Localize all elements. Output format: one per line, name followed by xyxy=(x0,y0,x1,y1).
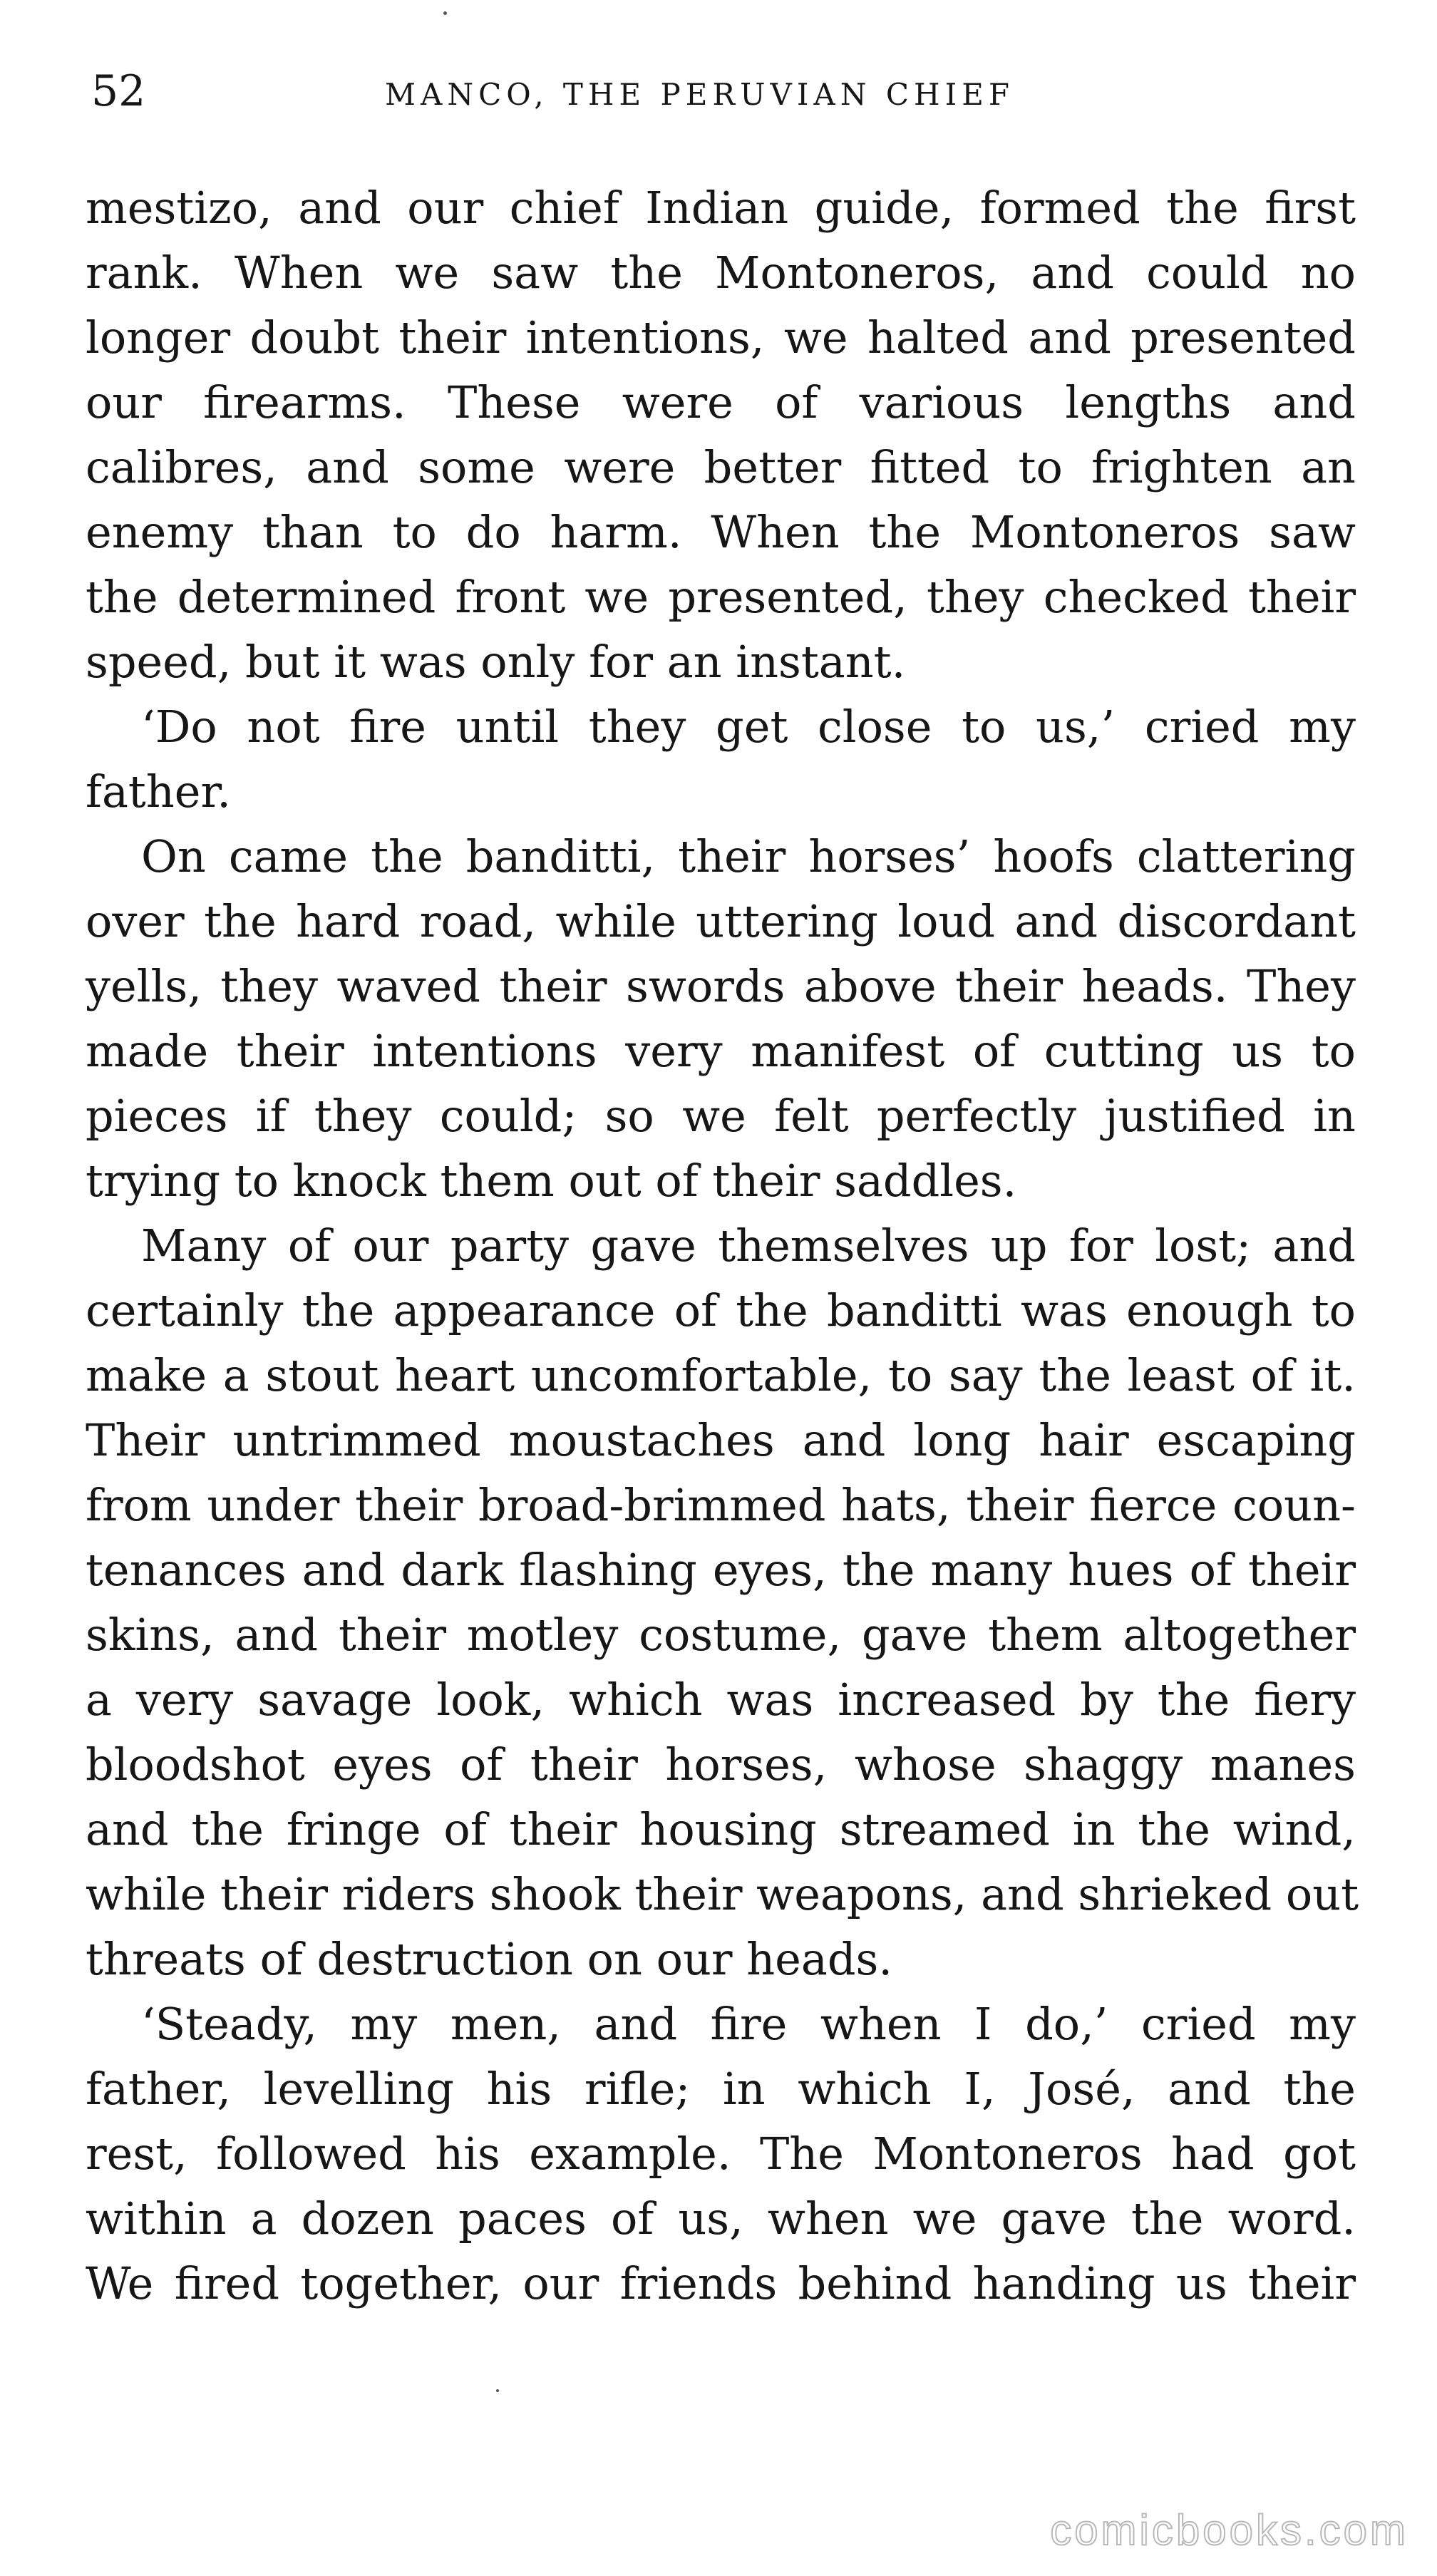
text-line: enemy than to do harm. When the Montoneros saw xyxy=(86,506,1356,558)
page-number: 52 xyxy=(91,66,146,116)
text-line: rest, followed his example. The Montoneros had got xyxy=(86,2128,1356,2180)
text-line: our firearms. These were of various lengths and xyxy=(86,376,1356,428)
text-line: over the hard road, while uttering loud and discordant xyxy=(86,895,1356,947)
text-line: from under their broad-brimmed hats, their fierce coun- xyxy=(86,1479,1356,1531)
text-line: skins, and their motley costume, gave them altogether xyxy=(86,1609,1356,1661)
text-line: pieces if they could; so we felt perfectly justified in xyxy=(86,1090,1356,1142)
text-line: within a dozen paces of us, when we gave the word. xyxy=(86,2193,1356,2245)
print-speck xyxy=(443,11,447,15)
text-line: ‘Do not fire until they get close to us,’ cried my xyxy=(141,701,1356,753)
text-line: longer doubt their intentions, we halted and presented xyxy=(86,311,1356,364)
text-line: certainly the appearance of the banditti was enough to xyxy=(86,1284,1356,1336)
text-line: Many of our party gave themselves up for lost; and xyxy=(141,1220,1356,1272)
text-line: rank. When we saw the Montoneros, and could no xyxy=(86,247,1356,299)
text-line: make a stout heart uncomfortable, to say the least of it. xyxy=(86,1349,1356,1401)
text-line: calibres, and some were better fitted to frighten an xyxy=(86,441,1356,493)
text-line: speed, but it was only for an instant. xyxy=(86,636,906,688)
text-line: bloodshot eyes of their horses, whose shaggy manes xyxy=(86,1738,1356,1791)
text-line: the determined front we presented, they checked their xyxy=(86,571,1356,623)
text-line: On came the banditti, their horses’ hoofs clattering xyxy=(141,830,1356,882)
text-line: while their riders shook their weapons, and shrieked out xyxy=(86,1868,1359,1920)
print-speck xyxy=(496,2389,499,2392)
text-line: father, levelling his rifle; in which I, José, and the xyxy=(86,2063,1356,2115)
text-line: ‘Steady, my men, and fire when I do,’ cried my xyxy=(141,1998,1356,2050)
text-line: mestizo, and our chief Indian guide, formed the first xyxy=(86,182,1356,234)
text-line: tenances and dark flashing eyes, the many hues of their xyxy=(86,1544,1356,1596)
text-line: and the fringe of their housing streamed in the wind, xyxy=(86,1803,1356,1855)
text-line: made their intentions very manifest of cutting us to xyxy=(86,1025,1356,1077)
text-line: father. xyxy=(86,766,231,818)
text-line: yells, they waved their swords above their heads. They xyxy=(86,960,1356,1012)
text-line: Their untrimmed moustaches and long hair escaping xyxy=(86,1414,1356,1466)
text-line: threats of destruction on our heads. xyxy=(86,1933,893,1985)
running-head: MANCO, THE PERUVIAN CHIEF xyxy=(385,77,1014,112)
text-line: trying to knock them out of their saddles. xyxy=(86,1155,1017,1207)
text-line: We fired together, our friends behind handing us their xyxy=(86,2257,1356,2309)
text-line: a very savage look, which was increased by the fiery xyxy=(86,1674,1356,1726)
watermark: comicbooks.com xyxy=(1050,2506,1408,2554)
